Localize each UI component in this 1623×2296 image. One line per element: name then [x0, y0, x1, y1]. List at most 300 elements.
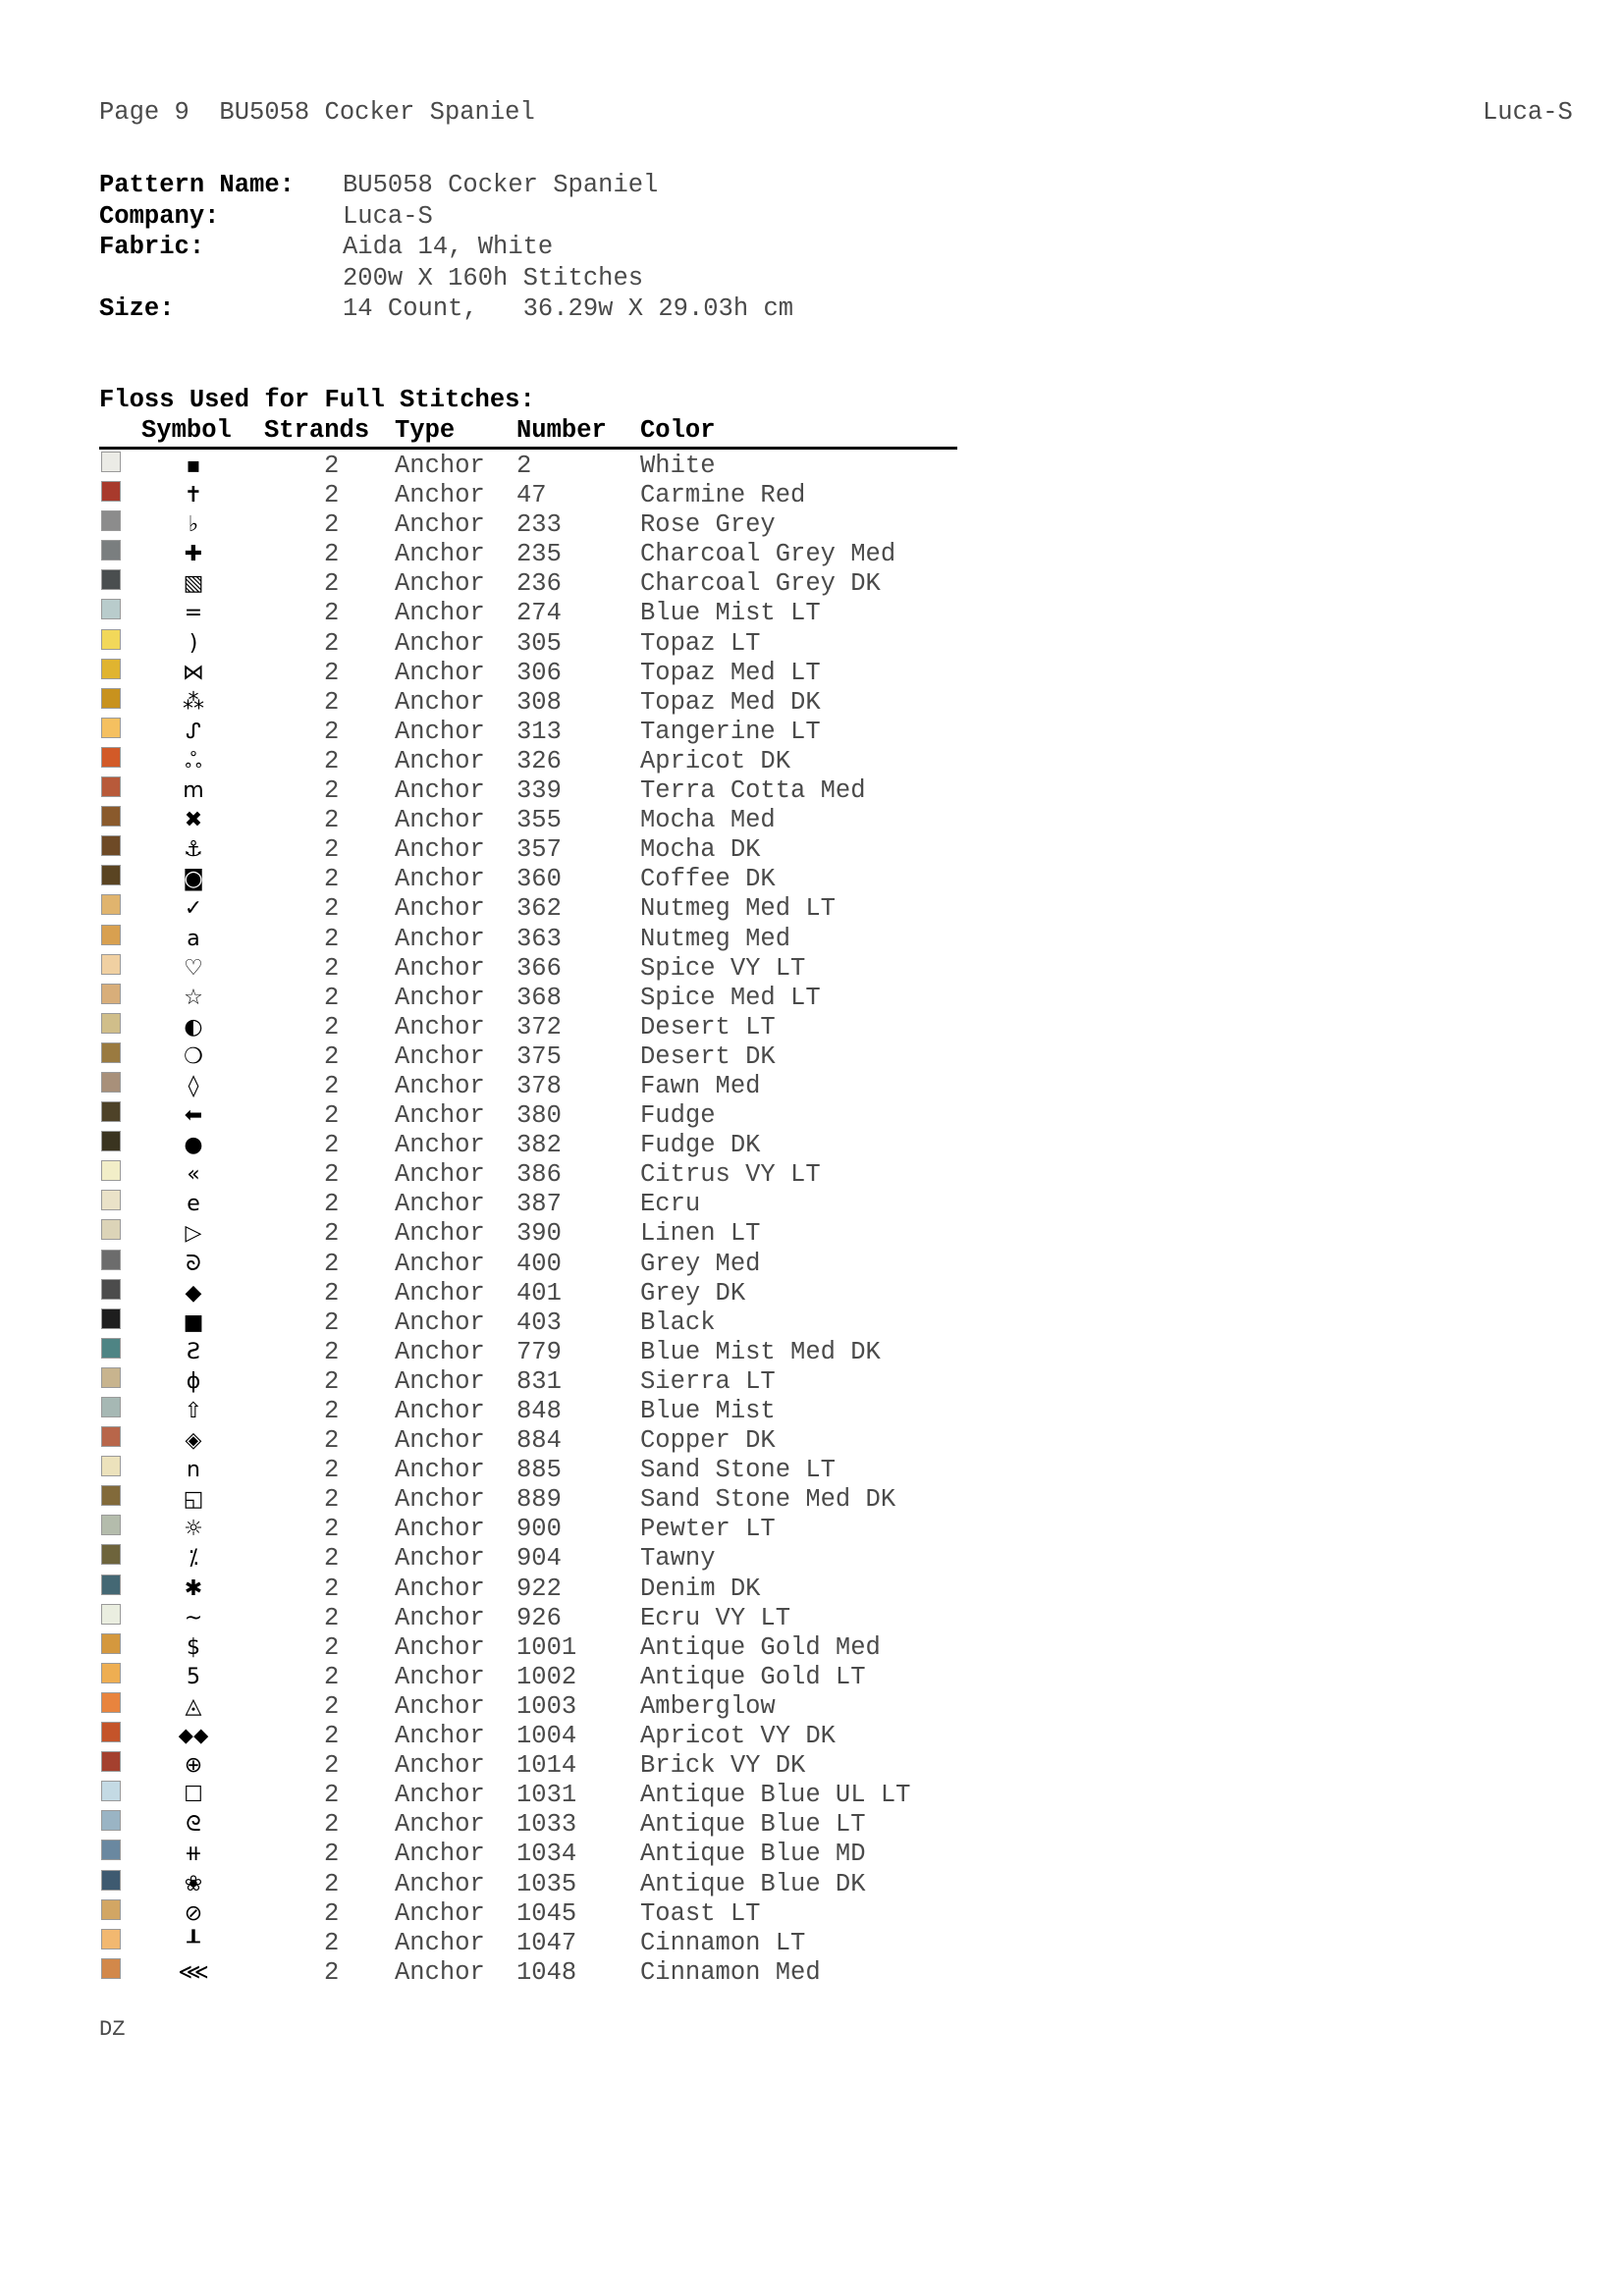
color-swatch: [101, 1751, 121, 1772]
number-cell: 1001: [516, 1632, 577, 1662]
size-row: [99, 294, 793, 325]
symbol-cell: Ƨ: [187, 1339, 200, 1364]
symbol-cell: ⚓: [184, 837, 203, 863]
table-row: [99, 1456, 957, 1485]
number-cell: 236: [516, 569, 562, 599]
table-row: [99, 718, 957, 747]
strands-cell: 2: [324, 776, 340, 806]
type-cell: Anchor: [395, 1840, 485, 1869]
type-cell: Anchor: [395, 746, 485, 775]
table-row: [99, 481, 957, 510]
number-cell: 368: [516, 983, 562, 1012]
strands-cell: 2: [324, 452, 340, 480]
symbol-cell: ஃ: [185, 748, 202, 774]
strands-cell: 2: [324, 983, 340, 1012]
symbol-cell: ): [189, 630, 198, 656]
number-cell: 889: [516, 1485, 562, 1515]
number-cell: 884: [516, 1426, 562, 1456]
number-cell: 400: [516, 1249, 562, 1278]
floss-section-title: Floss Used for Full Stitches:: [99, 386, 535, 414]
symbol-cell: ◐: [184, 1014, 203, 1040]
strands-cell: 2: [324, 1101, 340, 1131]
symbol-cell: ◈: [185, 1428, 202, 1454]
color-swatch: [101, 629, 121, 650]
type-cell: Anchor: [395, 1249, 485, 1278]
color-swatch: [101, 1190, 121, 1210]
color-name-cell: Topaz Med LT: [640, 658, 821, 687]
table-row: [99, 1072, 957, 1101]
number-cell: 375: [516, 1041, 562, 1071]
color-name-cell: Black: [640, 1308, 716, 1337]
number-cell: 403: [516, 1308, 562, 1337]
type-cell: Anchor: [395, 452, 485, 480]
strands-cell: 2: [324, 481, 340, 510]
color-name-cell: Antique Blue MD: [640, 1840, 866, 1869]
strands-cell: 2: [324, 717, 340, 746]
color-swatch: [101, 481, 121, 502]
color-swatch: [101, 1515, 121, 1535]
strands-cell: 2: [324, 1131, 340, 1160]
type-cell: Anchor: [395, 894, 485, 924]
number-cell: 926: [516, 1603, 562, 1632]
table-row: [99, 894, 957, 924]
color-swatch: [101, 1308, 121, 1329]
number-cell: 386: [516, 1160, 562, 1190]
number-cell: 362: [516, 894, 562, 924]
symbol-cell: ◙: [183, 867, 204, 892]
color-swatch: [101, 776, 121, 797]
table-row: [99, 1042, 957, 1072]
color-name-cell: Fawn Med: [640, 1071, 761, 1100]
number-cell: 1004: [516, 1722, 577, 1751]
color-name-cell: Blue Mist Med DK: [640, 1337, 881, 1366]
strands-cell: 2: [324, 1515, 340, 1544]
number-cell: 1033: [516, 1810, 577, 1840]
strands-cell: 2: [324, 1337, 340, 1366]
type-cell: Anchor: [395, 481, 485, 510]
type-cell: Anchor: [395, 599, 485, 628]
color-name-cell: Brick VY DK: [640, 1751, 806, 1781]
color-name-cell: Desert LT: [640, 1012, 776, 1041]
number-cell: 2: [516, 452, 532, 480]
table-row: [99, 1190, 957, 1219]
type-cell: Anchor: [395, 1632, 485, 1662]
color-name-cell: Amberglow: [640, 1691, 776, 1721]
number-cell: 339: [516, 776, 562, 806]
symbol-cell: ⬅: [184, 1103, 203, 1129]
color-swatch: [101, 659, 121, 679]
color-swatch: [101, 1958, 121, 1979]
color-name-cell: Pewter LT: [640, 1515, 776, 1544]
strands-cell: 2: [324, 1278, 340, 1308]
symbol-cell: ✝: [184, 483, 203, 508]
type-cell: Anchor: [395, 865, 485, 894]
symbol-cell: ✚: [184, 542, 203, 567]
pattern-name-value: BU5058 Cocker Spaniel: [343, 171, 659, 199]
color-name-cell: Tawny: [640, 1544, 716, 1574]
stitches-value: 200w X 160h Stitches: [343, 263, 644, 293]
color-name-cell: Grey DK: [640, 1278, 746, 1308]
type-cell: Anchor: [395, 1485, 485, 1515]
type-cell: Anchor: [395, 1012, 485, 1041]
color-swatch: [101, 1367, 121, 1388]
strands-cell: 2: [324, 835, 340, 865]
type-cell: Anchor: [395, 1101, 485, 1131]
strands-cell: 2: [324, 510, 340, 540]
strands-cell: 2: [324, 569, 340, 599]
color-name-cell: Sand Stone LT: [640, 1456, 836, 1485]
table-row: [99, 1397, 957, 1426]
type-cell: Anchor: [395, 1308, 485, 1337]
symbol-cell: 5: [187, 1664, 200, 1689]
color-swatch: [101, 1692, 121, 1713]
color-name-cell: Topaz LT: [640, 628, 761, 658]
symbol-cell: ◆: [185, 1280, 202, 1306]
number-cell: 326: [516, 746, 562, 775]
type-cell: Anchor: [395, 1515, 485, 1544]
type-cell: Anchor: [395, 1781, 485, 1810]
color-swatch: [101, 1160, 121, 1181]
strands-cell: 2: [324, 1840, 340, 1869]
color-swatch: [101, 984, 121, 1004]
symbol-cell: ◊: [188, 1073, 199, 1098]
color-name-cell: Topaz Med DK: [640, 687, 821, 717]
table-row: [99, 1810, 957, 1840]
color-name-cell: Spice VY LT: [640, 953, 806, 983]
strands-cell: 2: [324, 1249, 340, 1278]
table-row: [99, 835, 957, 865]
symbol-cell: ┸: [187, 1930, 200, 1955]
strands-cell: 2: [324, 1751, 340, 1781]
table-row: [99, 659, 957, 688]
type-cell: Anchor: [395, 1366, 485, 1396]
strands-cell: 2: [324, 628, 340, 658]
color-swatch: [101, 954, 121, 975]
color-name-cell: Linen LT: [640, 1219, 761, 1249]
color-swatch: [101, 1042, 121, 1063]
symbol-cell: ◬: [185, 1693, 202, 1719]
color-name-cell: Nutmeg Med LT: [640, 894, 836, 924]
table-row: [99, 1250, 957, 1279]
color-name-cell: Antique Blue LT: [640, 1810, 866, 1840]
strands-cell: 2: [324, 1397, 340, 1425]
table-row: [99, 1219, 957, 1249]
color-name-cell: Terra Cotta Med: [640, 776, 866, 806]
table-row: [99, 1515, 957, 1544]
symbol-cell: ☼: [184, 1517, 203, 1542]
type-cell: Anchor: [395, 1751, 485, 1781]
number-cell: 47: [516, 481, 547, 510]
strands-cell: 2: [324, 1485, 340, 1515]
color-swatch: [101, 1899, 121, 1920]
color-name-cell: Charcoal Grey DK: [640, 569, 881, 599]
type-cell: Anchor: [395, 1397, 485, 1425]
color-swatch: [101, 1870, 121, 1891]
column-strands: Strands: [264, 416, 370, 445]
symbol-cell: ᘓ: [186, 1812, 201, 1838]
color-name-cell: Rose Grey: [640, 510, 776, 540]
strands-cell: 2: [324, 746, 340, 775]
number-cell: 378: [516, 1071, 562, 1100]
number-cell: 1034: [516, 1840, 577, 1869]
strands-cell: 2: [324, 599, 340, 628]
type-cell: Anchor: [395, 1426, 485, 1456]
type-cell: Anchor: [395, 776, 485, 806]
symbol-cell: ⋘: [178, 1959, 209, 1985]
number-cell: 366: [516, 953, 562, 983]
type-cell: Anchor: [395, 1337, 485, 1366]
fabric-value: Aida 14, White: [343, 233, 554, 261]
type-cell: Anchor: [395, 953, 485, 983]
symbol-cell: n: [187, 1458, 200, 1483]
type-cell: Anchor: [395, 1810, 485, 1840]
number-cell: 363: [516, 924, 562, 953]
strands-cell: 2: [324, 1160, 340, 1190]
strands-cell: 2: [324, 865, 340, 894]
strands-cell: 2: [324, 658, 340, 687]
number-cell: 305: [516, 628, 562, 658]
number-cell: 779: [516, 1337, 562, 1366]
strands-cell: 2: [324, 1781, 340, 1810]
color-name-cell: Apricot VY DK: [640, 1722, 836, 1751]
symbol-cell: ▪: [186, 454, 201, 478]
color-swatch: [101, 1722, 121, 1742]
color-name-cell: Apricot DK: [640, 746, 791, 775]
number-cell: 360: [516, 865, 562, 894]
color-swatch: [101, 1663, 121, 1683]
color-swatch: [101, 569, 121, 590]
table-row: [99, 1722, 957, 1751]
strands-cell: 2: [324, 894, 340, 924]
table-row: [99, 1308, 957, 1338]
color-name-cell: Antique Gold Med: [640, 1632, 881, 1662]
type-cell: Anchor: [395, 1869, 485, 1898]
color-name-cell: Blue Mist LT: [640, 599, 821, 628]
type-cell: Anchor: [395, 806, 485, 835]
type-cell: Anchor: [395, 1722, 485, 1751]
symbol-cell: ⊕: [184, 1753, 203, 1779]
color-name-cell: Ecru: [640, 1190, 701, 1219]
color-name-cell: Cinnamon LT: [640, 1928, 806, 1957]
strands-cell: 2: [324, 1219, 340, 1249]
symbol-cell: ☆: [184, 985, 203, 1010]
color-swatch: [101, 1426, 121, 1447]
type-cell: Anchor: [395, 1662, 485, 1691]
type-cell: Anchor: [395, 1190, 485, 1219]
number-cell: 380: [516, 1101, 562, 1131]
strands-cell: 2: [324, 953, 340, 983]
color-swatch: [101, 452, 121, 472]
column-number: Number: [516, 416, 607, 445]
number-cell: 387: [516, 1190, 562, 1219]
type-cell: Anchor: [395, 1160, 485, 1190]
strands-cell: 2: [324, 1603, 340, 1632]
table-row: [99, 1840, 957, 1869]
table-row: [99, 1604, 957, 1633]
color-swatch: [101, 1250, 121, 1270]
color-name-cell: Nutmeg Med: [640, 924, 791, 953]
symbol-cell: a: [187, 926, 200, 951]
number-cell: 401: [516, 1278, 562, 1308]
number-cell: 1035: [516, 1869, 577, 1898]
type-cell: Anchor: [395, 1957, 485, 1987]
pattern-name-row: [99, 170, 793, 201]
fabric-row: [99, 232, 793, 263]
strands-cell: 2: [324, 1632, 340, 1662]
symbol-cell: ▷: [185, 1221, 202, 1247]
number-cell: 904: [516, 1544, 562, 1574]
color-swatch: [101, 1219, 121, 1240]
number-cell: 1048: [516, 1957, 577, 1987]
symbol-cell: «: [187, 1162, 200, 1188]
symbol-cell: ⧺: [184, 1842, 203, 1867]
color-name-cell: Mocha Med: [640, 806, 776, 835]
color-name-cell: Sand Stone Med DK: [640, 1485, 896, 1515]
strands-cell: 2: [324, 1308, 340, 1337]
strands-cell: 2: [324, 1190, 340, 1219]
color-swatch: [101, 925, 121, 945]
floss-table-body: [99, 452, 957, 1988]
table-row: [99, 1101, 957, 1131]
color-swatch: [101, 1397, 121, 1417]
strands-cell: 2: [324, 924, 340, 953]
strands-cell: 2: [324, 1722, 340, 1751]
color-swatch: [101, 1810, 121, 1831]
type-cell: Anchor: [395, 1691, 485, 1721]
symbol-cell: ▧: [183, 571, 204, 597]
color-name-cell: White: [640, 452, 716, 480]
color-swatch: [101, 835, 121, 856]
type-cell: Anchor: [395, 540, 485, 569]
company-row: [99, 201, 793, 233]
number-cell: 900: [516, 1515, 562, 1544]
page-header-company: Luca-S: [1483, 98, 1573, 127]
size-value: 14 Count, 36.29w X 29.03h cm: [343, 294, 794, 323]
company-value: Luca-S: [343, 201, 433, 231]
strands-cell: 2: [324, 1426, 340, 1456]
type-cell: Anchor: [395, 835, 485, 865]
strands-cell: 2: [324, 1691, 340, 1721]
type-cell: Anchor: [395, 1219, 485, 1249]
table-row: [99, 540, 957, 569]
number-cell: 922: [516, 1574, 562, 1603]
color-name-cell: Fudge DK: [640, 1131, 761, 1160]
symbol-cell: ◱: [183, 1487, 204, 1513]
color-name-cell: Fudge: [640, 1101, 716, 1131]
table-row: [99, 1338, 957, 1367]
type-cell: Anchor: [395, 924, 485, 953]
table-row: [99, 569, 957, 599]
color-name-cell: Antique Blue DK: [640, 1869, 866, 1898]
number-cell: 357: [516, 835, 562, 865]
type-cell: Anchor: [395, 1544, 485, 1574]
page-header-title: Page 9 BU5058 Cocker Spaniel: [99, 98, 535, 127]
table-row: [99, 1013, 957, 1042]
type-cell: Anchor: [395, 1928, 485, 1957]
color-swatch: [101, 1840, 121, 1860]
table-row: [99, 1485, 957, 1515]
color-swatch: [101, 1101, 121, 1122]
type-cell: Anchor: [395, 569, 485, 599]
table-row: [99, 1544, 957, 1574]
table-row: [99, 1131, 957, 1160]
table-row: [99, 747, 957, 776]
floss-table-header: [99, 416, 957, 450]
size-label: Size:: [99, 294, 175, 323]
strands-cell: 2: [324, 1574, 340, 1603]
type-cell: Anchor: [395, 1041, 485, 1071]
color-swatch: [101, 1604, 121, 1625]
table-row: [99, 1575, 957, 1604]
color-swatch: [101, 1544, 121, 1565]
number-cell: 313: [516, 717, 562, 746]
strands-cell: 2: [324, 1869, 340, 1898]
table-row: [99, 806, 957, 835]
pattern-info: [99, 170, 793, 325]
table-row: [99, 1958, 957, 1988]
color-swatch: [101, 865, 121, 885]
color-swatch: [101, 1072, 121, 1093]
symbol-cell: ♭: [188, 512, 199, 538]
symbol-cell: ✓: [184, 896, 203, 922]
color-swatch: [101, 1131, 121, 1151]
color-swatch: [101, 1781, 121, 1801]
color-name-cell: Coffee DK: [640, 865, 776, 894]
symbol-cell: ⁂: [183, 689, 204, 715]
table-row: [99, 1279, 957, 1308]
symbol-cell: ☐: [184, 1783, 203, 1808]
color-swatch: [101, 747, 121, 768]
symbol-cell: ⁒: [189, 1546, 198, 1572]
color-name-cell: Charcoal Grey Med: [640, 540, 896, 569]
table-row: [99, 1663, 957, 1692]
symbol-cell: ᔑ: [186, 719, 201, 744]
strands-cell: 2: [324, 806, 340, 835]
number-cell: 848: [516, 1397, 562, 1425]
table-row: [99, 1781, 957, 1810]
number-cell: 233: [516, 510, 562, 540]
color-swatch: [101, 510, 121, 531]
strands-cell: 2: [324, 1366, 340, 1396]
fabric-label: Fabric:: [99, 233, 205, 261]
table-row: [99, 1160, 957, 1190]
table-row: [99, 510, 957, 540]
color-swatch: [101, 806, 121, 827]
strands-cell: 2: [324, 1012, 340, 1041]
symbol-cell: ♡: [184, 955, 203, 981]
strands-cell: 2: [324, 1928, 340, 1957]
number-cell: 274: [516, 599, 562, 628]
number-cell: 355: [516, 806, 562, 835]
number-cell: 372: [516, 1012, 562, 1041]
table-row: [99, 925, 957, 954]
type-cell: Anchor: [395, 1131, 485, 1160]
table-row: [99, 1367, 957, 1397]
color-swatch: [101, 1485, 121, 1506]
strands-cell: 2: [324, 1810, 340, 1840]
type-cell: Anchor: [395, 1898, 485, 1928]
strands-cell: 2: [324, 687, 340, 717]
number-cell: 1045: [516, 1898, 577, 1928]
symbol-cell: ~: [184, 1605, 203, 1630]
symbol-cell: ❍: [184, 1043, 203, 1069]
symbol-cell: ✱: [184, 1575, 203, 1601]
type-cell: Anchor: [395, 1278, 485, 1308]
color-name-cell: Tangerine LT: [640, 717, 821, 746]
color-name-cell: Carmine Red: [640, 481, 806, 510]
column-symbol: Symbol: [141, 416, 232, 445]
column-color: Color: [640, 416, 716, 445]
